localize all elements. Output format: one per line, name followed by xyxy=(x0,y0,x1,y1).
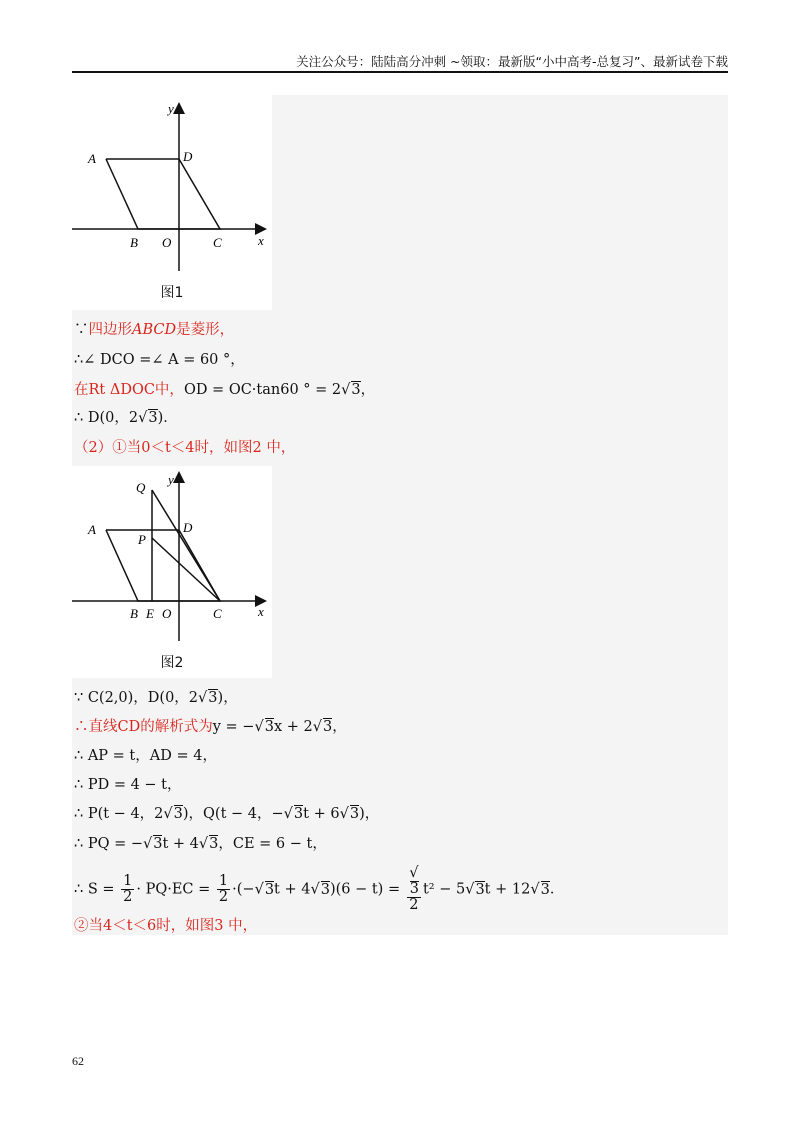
line-1-red2: 是菱形， xyxy=(176,322,235,338)
sqrt-sign: √ xyxy=(254,881,264,898)
because-symbol: ∵ xyxy=(74,322,89,338)
label-y: y xyxy=(168,472,174,487)
header-rule xyxy=(72,71,728,73)
sqrt-radicand: 3 xyxy=(264,881,275,898)
line-7-mid: x + 2 xyxy=(273,719,313,735)
fraction-half-1 xyxy=(121,874,134,905)
line-3-rest: OD = OC·tan60 ° = 2 xyxy=(183,382,342,398)
line-10-pre: ∴ P(t − 4，2 xyxy=(74,806,164,822)
line-12-mid4: )(6 − t) = xyxy=(329,881,401,898)
fraction-sqrt3-over-2 xyxy=(407,866,421,913)
denominator: 2 xyxy=(218,889,229,905)
line-7-red: ∴直线CD的解析式为 xyxy=(74,719,213,735)
page-header: 关注公众号：陆陆高分冲刺 ~领取：最新版“小中高考-总复习”、最新试卷下载 xyxy=(296,54,728,69)
line-10-mid2: t + 6 xyxy=(303,806,340,822)
label-q: Q xyxy=(136,480,146,495)
line-10-end: )， xyxy=(359,806,380,822)
line-12-mid2: ·(− xyxy=(232,881,255,898)
sqrt-sign: √ xyxy=(163,806,173,822)
sqrt-radicand: 3 xyxy=(320,881,330,898)
label-a: A xyxy=(88,151,96,166)
sqrt-sign: √ xyxy=(530,881,540,898)
line-7-end: ， xyxy=(332,719,347,735)
line-11-pre: ∴ PQ = − xyxy=(74,836,143,852)
fraction-half-2 xyxy=(217,874,230,905)
figure-2-diagram xyxy=(72,466,272,678)
sqrt-sign: √ xyxy=(339,806,349,822)
label-b: B xyxy=(130,235,138,250)
line-9 xyxy=(74,775,182,795)
figure-1-caption: 图1 xyxy=(160,285,184,301)
sqrt-sign: √ xyxy=(465,881,475,898)
numerator: 1 xyxy=(123,873,133,889)
line-3-red: 在Rt ΔDOC中， xyxy=(74,382,184,398)
line-11-end: ，CE = 6 − t， xyxy=(218,836,327,852)
sqrt-sign: √ xyxy=(312,719,322,735)
sqrt-sign: √ xyxy=(254,719,264,735)
line-5-text: （2）①当0＜t＜4时，如图2 中， xyxy=(74,440,296,456)
line-2 xyxy=(74,350,245,370)
figure-1 xyxy=(72,95,272,310)
sqrt-radicand: 3 xyxy=(293,806,304,822)
sqrt-radicand: 3 xyxy=(322,719,333,735)
sqrt-sign: √ xyxy=(138,410,148,426)
sqrt-sign: √ xyxy=(198,690,208,706)
sqrt-radicand: 3 xyxy=(475,881,485,898)
line-10 xyxy=(74,804,379,824)
line-7-rest: y = − xyxy=(212,719,255,735)
sqrt-sign: √ xyxy=(283,806,293,822)
figure-2 xyxy=(72,466,272,678)
label-c: C xyxy=(213,235,222,250)
figure-2-caption: 图2 xyxy=(160,655,184,671)
line-8 xyxy=(74,746,217,766)
line-12-mid5: t² − 5 xyxy=(422,881,466,898)
label-o: O xyxy=(162,606,172,621)
denominator: 2 xyxy=(409,897,419,913)
line-7 xyxy=(74,717,347,737)
line-13 xyxy=(74,916,257,936)
line-11-mid: t + 4 xyxy=(162,836,199,852)
sqrt-radicand: 3 xyxy=(153,836,163,852)
segment-pc xyxy=(152,538,220,601)
rhombus-abcd xyxy=(106,159,220,229)
line-1 xyxy=(74,320,234,340)
line-5 xyxy=(74,438,295,458)
sqrt-sign: √ xyxy=(310,881,320,898)
line-13-text: ②当4＜t＜6时，如图3 中， xyxy=(74,918,258,934)
sqrt-radicand: 3 xyxy=(209,836,219,852)
line-12-mid3: t + 4 xyxy=(274,881,311,898)
numerator: 1 xyxy=(218,873,229,889)
line-4 xyxy=(74,408,178,428)
sqrt-sign: √ xyxy=(409,865,419,881)
sqrt-radicand: 3 xyxy=(208,690,218,706)
label-y: y xyxy=(168,101,174,116)
line-6-pre: ∵ C(2,0)，D(0，2 xyxy=(74,690,199,706)
line-4-end: )． xyxy=(157,410,178,426)
denominator: 2 xyxy=(123,889,133,905)
label-d: D xyxy=(183,520,193,535)
label-d: D xyxy=(183,149,193,164)
line-3-end: ， xyxy=(360,382,376,398)
label-p: P xyxy=(138,532,146,547)
sqrt-sign: √ xyxy=(143,836,153,852)
figure-1-diagram xyxy=(72,95,272,310)
numerator xyxy=(407,866,421,898)
label-x: x xyxy=(258,233,264,248)
sqrt-radicand: 3 xyxy=(540,881,550,898)
sqrt-radicand: 3 xyxy=(409,881,419,897)
line-6 xyxy=(74,688,238,708)
sqrt-radicand: 3 xyxy=(148,410,158,426)
label-o: O xyxy=(162,235,172,250)
line-2-text: ∴∠ DCO =∠ A = 60 °， xyxy=(74,352,245,368)
line-9-text: ∴ PD = 4 − t， xyxy=(74,777,182,793)
line-1-abcd: ABCD xyxy=(132,322,177,338)
sqrt-sign: √ xyxy=(198,836,209,852)
label-c: C xyxy=(213,606,222,621)
label-b: B xyxy=(130,606,138,621)
sqrt-radicand: 3 xyxy=(264,719,274,735)
line-12-mid6: t + 12 xyxy=(484,881,531,898)
sqrt-sign: √ xyxy=(341,382,351,398)
page-number: 62 xyxy=(72,1054,84,1068)
line-12-end: ． xyxy=(549,881,565,898)
line-4-pre: ∴ D(0，2 xyxy=(74,410,139,426)
line-12-pre: ∴ S = xyxy=(74,881,115,898)
rhombus-abcd xyxy=(106,530,220,601)
line-12-mid1: · PQ·EC = xyxy=(136,881,211,898)
line-6-end: )， xyxy=(217,690,238,706)
label-x: x xyxy=(258,604,264,619)
segment-qc xyxy=(152,490,220,601)
sqrt-radicand: 3 xyxy=(349,806,360,822)
line-11 xyxy=(74,834,327,854)
sqrt-radicand: 3 xyxy=(173,806,183,822)
label-a: A xyxy=(88,522,96,537)
line-8-text: ∴ AP = t，AD = 4， xyxy=(74,748,217,764)
label-e: E xyxy=(146,606,154,621)
line-12 xyxy=(74,866,564,913)
line-10-mid: )，Q(t − 4，− xyxy=(182,806,284,822)
sqrt-radicand: 3 xyxy=(351,382,361,398)
line-1-red: 四边形 xyxy=(88,322,132,338)
line-3 xyxy=(74,380,375,400)
